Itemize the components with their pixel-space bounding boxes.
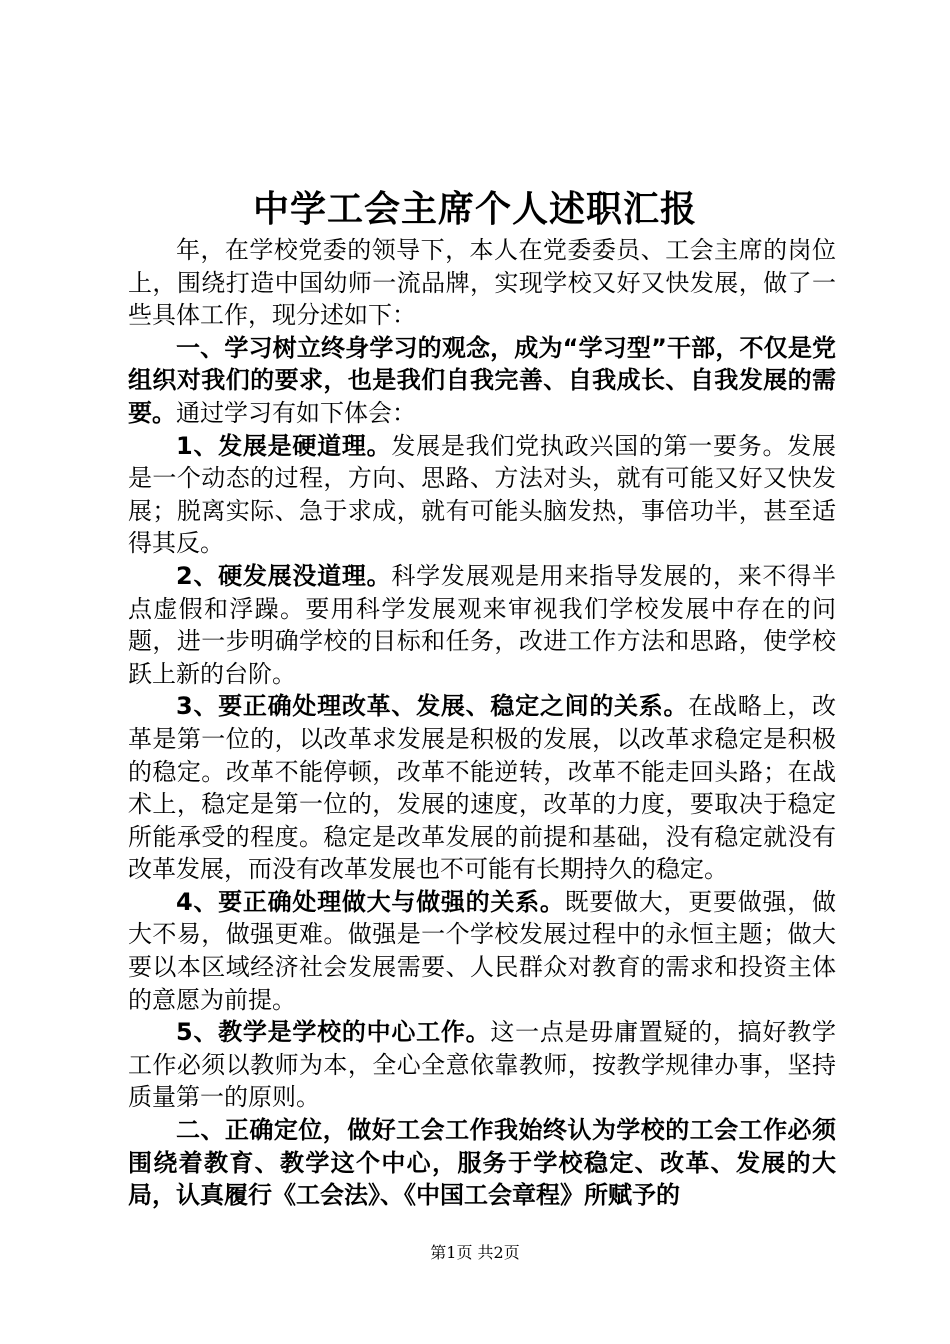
paragraph-lead: 5、教学是学校的中心工作。 [176, 1018, 491, 1047]
paragraph-lead: 3、要正确处理改革、发展、稳定之间的关系。 [176, 692, 689, 721]
paragraph-text: 科学发展观是用来指导发展的，来不得半点虚假和浮躁。要用科学发展观来审视我们学校发展中存在的问题，进一步明确学校的目标和任务，改进工作方法和思路，使学校跃上新的台阶。 [128, 561, 837, 688]
paragraph-lead: 2、硬发展没道理。 [176, 561, 392, 590]
paragraph-text: 既要做大，更要做强，做大不易，做强更难。做强是一个学校发展过程中的永恒主题；做大要以本区域经济社会发展需要、人民群众对教育的需求和投资主体的意愿为前提。 [128, 887, 836, 1014]
paragraph-lead: 4、要正确处理做大与做强的关系。 [176, 887, 565, 916]
paragraph-intro [128, 234, 836, 332]
paragraph-text: 这一点是毋庸置疑的，搞好教学工作必须以教师为本，全心全意依靠教师，按教学规律办事，坚持质量第一的原则。 [128, 1018, 837, 1112]
paragraph-lead: 一、学习树立终身学习的观念，成为“学习型”干部，不仅是党组织对我们的要求，也是我们自我完善、自我成长、自我发展的需要。 [128, 333, 836, 427]
paragraph-item-4 [128, 886, 836, 1016]
page-footer: 第1页 共2页 [430, 1243, 520, 1262]
paragraph-item-3 [128, 690, 836, 886]
paragraph-item-5 [128, 1016, 836, 1114]
paragraph-text: 发展是我们党执政兴国的第一要务。发展是一个动态的过程，方向、思路、方法对头，就有可能又好又快发展；脱离实际、急于求成，就有可能头脑发热，事倍功半，甚至适得其反。 [128, 431, 837, 558]
paragraph-text: 在战略上，改革是第一位的，以改革求发展是积极的发展，以改革求稳定是积极的稳定。改革不能停顿，改革不能逆转，改革不能走回头路；在战术上，稳定是第一位的，发展的速度，改革的力度，要取决于稳定所能承受的程度。稳定是改革发展的前提和基础，没有稳定就没有改革发展，而没有改革发展也不可能有长期持久的稳定。 [128, 692, 837, 884]
paragraph-lead: 二、正确定位，做好工会工作我始终认为学校的工会工作必须围绕着教育、教学这个中心，服务于学校稳定、改革、发展的大局，认真履行《工会法》、《中国工会章程》所赋予的 [128, 1116, 836, 1210]
paragraph-section-2 [128, 1114, 836, 1212]
paragraph-text: 通过学习有如下体会： [176, 398, 416, 427]
paragraph-item-1 [128, 430, 836, 560]
document-title: 中学工会主席个人述职汇报 [252, 189, 697, 230]
paragraph-section-1 [128, 332, 836, 430]
document-body [128, 234, 836, 1212]
paragraph-item-2 [128, 560, 836, 690]
paragraph-text: 年，在学校党委的领导下，本人在党委委员、工会主席的岗位上，围绕打造中国幼师一流品牌，实现学校又好又快发展，做了一些具体工作，现分述如下： [128, 236, 836, 330]
paragraph-lead: 1、发展是硬道理。 [176, 431, 392, 460]
